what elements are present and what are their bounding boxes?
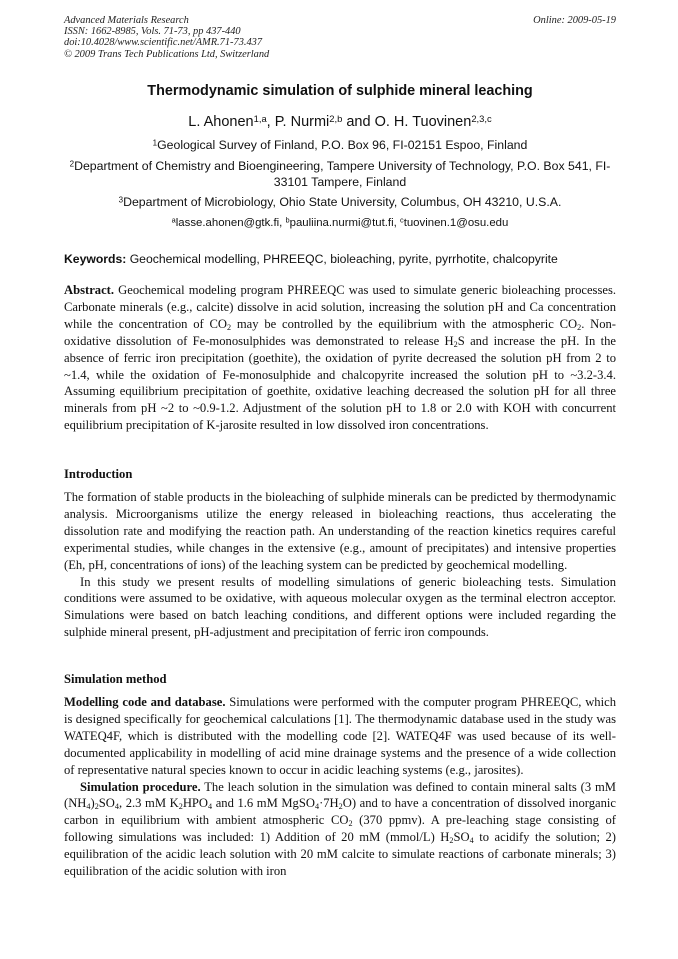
abstract: Abstract. Geochemical modeling program PHREEQC was used to simulate generic bioleaching processes. Carbonate minerals (e.g., calcite) dissolve in acid solution, increasing the solution pH and Ca concentration while the concentration of $CO_2$ may be controlled by the equilibrium with the atmospheric $CO_2$. Non-oxidative dissolution of Fe-monosulphides was demonstrated to release $H_2S$ and increase the pH. In the absence of ferric iron precipitation (goethite), the oxidation of pyrite decreased the solution pH from 2 to ~1.4, while the oxidation of Fe-monosulphide and chalcopyrite increased the solution pH to ~3.2-3.4. Assuming equilibrium precipitation of goethite, oxidative leaching decreased the solution pH for all three minerals from pH ~2 to ~0.9-1.2. Adjustment of the solution pH to 1.8 or 2.0 with KOH with concurrent equilibrium precipitation of K-jarosite resulted in low dissolved iron concentrations.	[64, 283, 616, 433]
issn-line: ISSN: 1662-8985, Vols. 71-73, pp 437-440	[64, 26, 241, 38]
subsection-label: Modelling code and database.	[64, 695, 226, 709]
section-heading-introduction: Introduction	[64, 467, 133, 481]
email-line: $^a$lasse.ahonen@gtk.fi, $^b$pauliina.nurmi@tut.fi, $^c$tuovinen.1@osu.edu	[171, 215, 509, 229]
subsection-label: Simulation procedure.	[80, 779, 201, 794]
section-heading-simulation-method: Simulation method	[64, 672, 167, 686]
email-b[interactable]: pauliina.nurmi@tut.fi	[289, 217, 394, 229]
affiliation-number: 2	[69, 159, 75, 169]
keywords	[64, 252, 616, 266]
online-date: Online: 2009-05-19	[533, 15, 616, 26]
affiliation-2	[64, 159, 616, 190]
affiliation-text: Department of Microbiology, Ohio State University, Columbus, OH 43210, U.S.A.	[123, 195, 562, 209]
publication-header	[64, 15, 616, 60]
paragraph: Modelling code and database. Simulations were performed with the computer program PHREEQC, which is designed specifically for geochemical calculations [1]. The thermodynamic database used in the study was WATEQ4F, which is distributed with the modelling code [2]. WATEQ4F was used because of its well-documented applicability in modelling of acid mine drainage systems and the presence of a wide collection of representative natural species known to occur in acidic leaching systems (e.g., jarosites).	[64, 695, 616, 777]
paragraph: In this study we present results of modelling simulations of generic bioleaching tests. Simulation conditions were assumed to be oxidative, with aqueous molecular oxygen as the terminal electron acceptor. Simulations were based on batch leaching conditions, and different options were included regarding the sulphide mineral present, pH-adjustment and precipitation of ferric iron compounds.	[64, 574, 616, 640]
author-superscript: 2,3,c	[471, 112, 492, 124]
paragraph: The formation of stable products in the bioleaching of sulphide minerals can be predicted by thermodynamic analysis. Microorganisms utilize the energy released in bioleaching reactions, thus accelerating the dissolution rate and modifying the reaction path. An understanding of the reaction kinetics requires careful experimental studies, while changes in the extensive (e.g., amount of precipitates) and intensive properties (Eh, pH, concentrations of ions) of the leaching system can be predicted by geochemical modelling.	[64, 490, 616, 572]
abstract-label: Abstract.	[64, 283, 115, 297]
affiliation-3	[64, 195, 616, 211]
author-superscript: 1,a	[253, 112, 267, 124]
affiliation-text: Geological Survey of Finland, P.O. Box 96, FI-02151 Espoo, Finland	[157, 138, 528, 152]
author-superscript: 2,b	[329, 112, 343, 124]
paper-title: Thermodynamic simulation of sulphide mineral leaching	[147, 83, 533, 99]
doi-line: doi:10.4028/www.scientific.net/AMR.71-73.437	[64, 37, 263, 49]
copyright-line: © 2009 Trans Tech Publications Ltd, Switzerland	[64, 48, 270, 60]
simulation-body	[64, 694, 616, 880]
affiliation-1	[64, 138, 616, 154]
keywords-text: Geochemical modelling, PHREEQC, bioleaching, pyrite, pyrrhotite, chalcopyrite	[129, 252, 558, 266]
introduction-body	[64, 489, 616, 641]
paragraph: Simulation procedure. The leach solution in the simulation was defined to contain mineral salts (3 mM $(NH_4)_2SO_4$, 2.3 mM $K_2HPO_4$ and 1.6 mM $MgSO_4\cdot 7H_2O$) and to have a concentration of dissolved inorganic carbon in equilibrium with ambient atmospheric $CO_2$ (370 ppmv). A pre-leaching stage consisting of following simulations was included: 1) Addition of 20 mM (mmol/L) $H_2SO_4$ to acidify the solution; 2) equilibration of the acidic leach solution with 20 mM calcite to simulate reactions of carbonate minerals; 3) equilibration of the acidic solution with iron	[64, 779, 617, 879]
author-name: L. Ahonen	[188, 114, 254, 130]
author-name: O. H. Tuovinen	[374, 114, 472, 130]
email-c[interactable]: tuovinen.1@osu.edu	[403, 217, 509, 229]
author-list: L. Ahonen$^{1,a}$, P. Nurmi$^{2,b}$ and O. H. Tuovinen$^{2,3,c}$	[188, 112, 492, 130]
affiliation-text: Department of Chemistry and Bioengineering, Tampere University of Technology, P.O. Box 541, FI-33101 Tampere, Finland	[74, 159, 611, 189]
affiliation-number: 1	[152, 138, 158, 148]
keywords-label: Keywords:	[64, 252, 127, 266]
email-a[interactable]: lasse.ahonen@gtk.fi	[175, 217, 280, 229]
affiliation-number: 3	[118, 195, 124, 205]
journal-name: Advanced Materials Research	[64, 15, 189, 26]
author-name: P. Nurmi	[274, 114, 330, 130]
